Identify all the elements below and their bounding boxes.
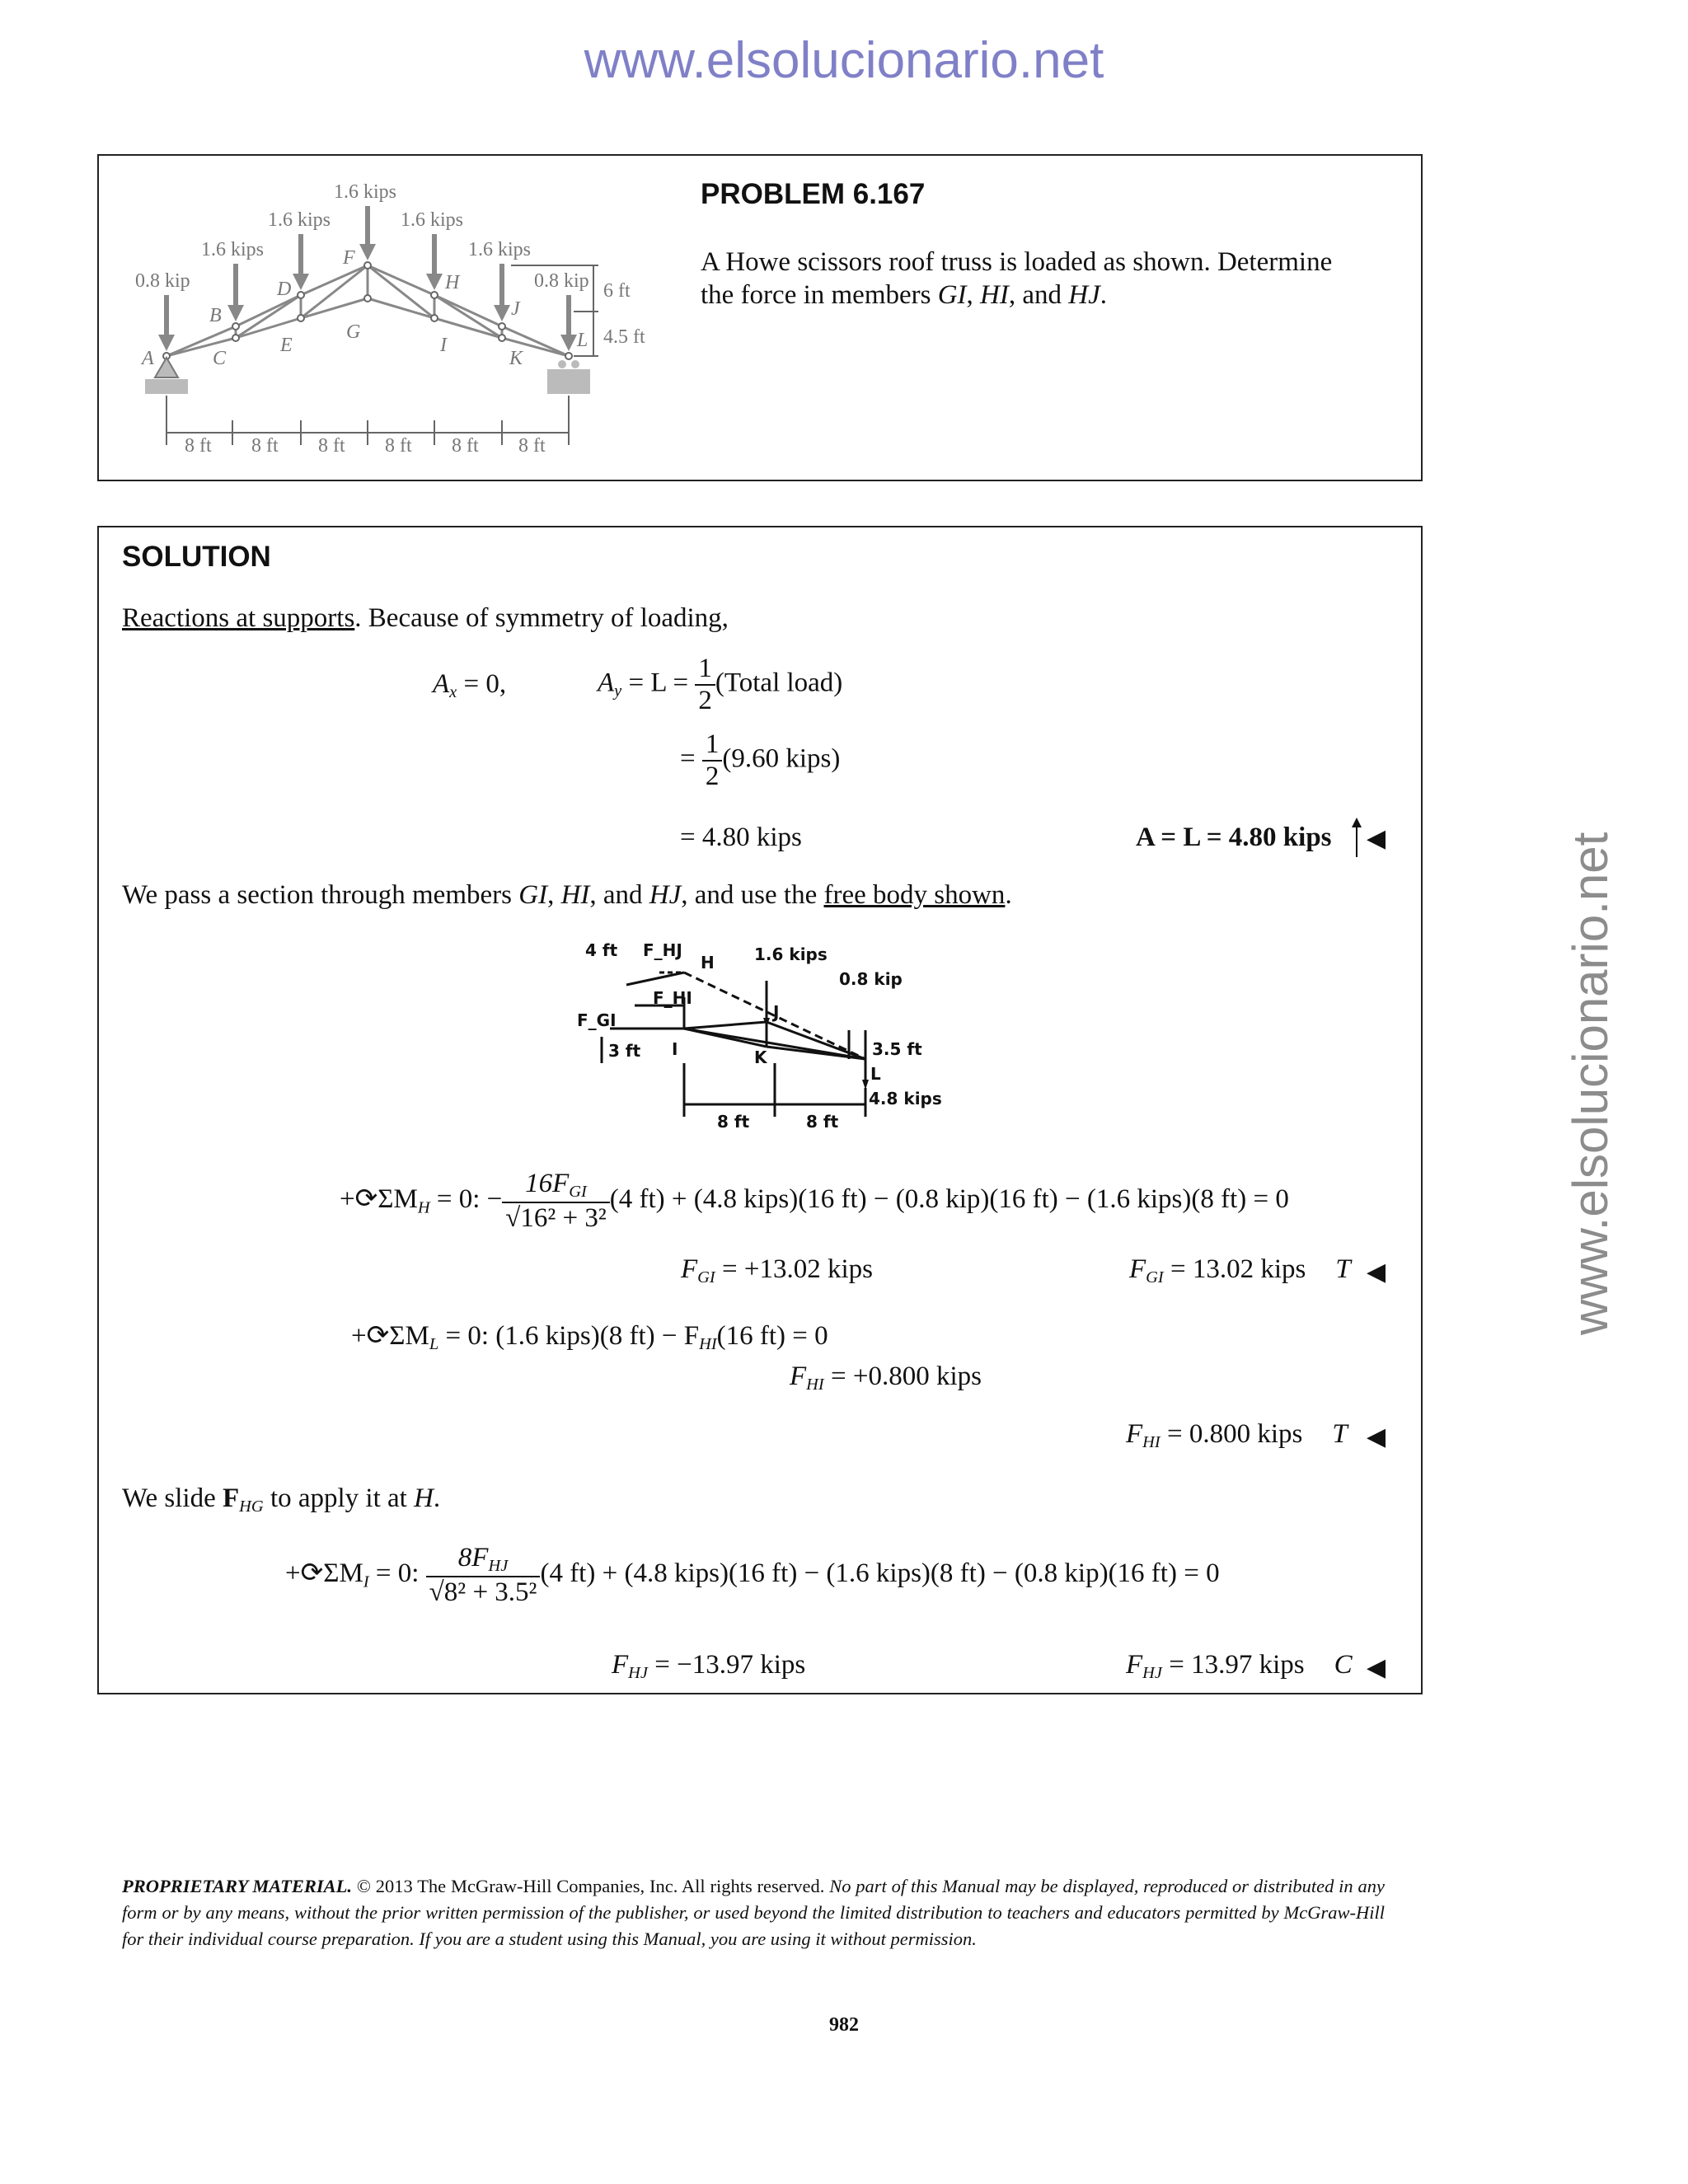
svg-text:F_GI: F_GI [577,1010,617,1030]
svg-text:4.8 kips: 4.8 kips [869,1089,942,1108]
answer-marker-icon: ◀ [1367,825,1386,852]
answer-marker-icon: ◀ [1367,1258,1386,1286]
answer-marker-icon: ◀ [1367,1423,1386,1451]
svg-text:8 ft: 8 ft [518,435,546,457]
problem-title: PROBLEM 6.167 [701,178,926,210]
svg-text:K: K [509,348,523,369]
problem-text-line2: the force in members GI, HI, and HJ. [701,280,1108,310]
svg-text:H: H [445,272,460,293]
svg-text:1.6 kips: 1.6 kips [334,181,397,203]
svg-text:G: G [346,321,361,343]
answer-marker-icon: ◀ [1367,1654,1386,1681]
svg-text:J: J [773,1002,780,1022]
svg-text:1.6 kips: 1.6 kips [401,209,464,231]
svg-text:C: C [213,348,227,369]
svg-text:B: B [209,305,222,326]
page-number: 982 [829,2014,859,2036]
problem-text-line1: A Howe scissors roof truss is loaded as shown. Determine [701,247,1333,277]
svg-text:F_HJ: F_HJ [643,940,682,960]
moment-l-equation: $+⟳\Sigma M_L = 0$: (1.6 kips)(8 $ft) - F_{HI}(16$ ft) = 0 [351,1321,828,1354]
svg-text:1.6 kips: 1.6 kips [201,239,265,260]
moment-h-equation: $+⟳\Sigma M_H = 0$: − $\frac{16F_{GI}}{\text{√16² + 3²}}$ (4 ft) + (4.8 kips)(16 ft) − (0.8 kip)(16 ft) − (1.6 kips)(8 ft) = 0 [340,1169,1289,1234]
svg-text:L: L [577,330,588,351]
moment-i-equation: $+⟳\Sigma M_I = 0$: $\frac{8F_{HJ}}{\text{√8² + 3.5²}}$ (4 ft) + (4.8 kips)(16 ft) − (1.6 kips)(8 ft) − (0.8 kip)(16 ft) = 0 [285,1543,1220,1608]
svg-text:0.8 kip: 0.8 kip [839,969,903,989]
svg-text:1.6 kips: 1.6 kips [468,239,532,260]
svg-text:1.6 kips: 1.6 kips [268,209,331,231]
eq-ax: $A_x = 0$, [433,669,507,702]
solution-heading: SOLUTION [122,541,271,573]
eq-reaction-value: = 4.80 kips [680,823,802,852]
svg-text:8 ft: 8 ft [452,435,479,457]
ccw-moment-icon: +⟳ [340,1184,378,1215]
svg-text:I: I [440,335,447,356]
watermark-side: www.elsolucionario.net [1563,832,1618,1335]
svg-text:6 ft: 6 ft [603,280,631,302]
svg-text:D: D [277,279,292,300]
ccw-moment-icon: +⟳ [285,1558,324,1589]
reaction-answer: A = L = 4.80 kips [1136,823,1332,852]
section-line: We pass a section through members GI, HI, and HJ, and use the free body shown. [122,880,1012,910]
copyright-footer: PROPRIETARY MATERIAL. © 2013 The McGraw-Hill Companies, Inc. All rights reserved. No part of this Manual may be displayed, reproduced or distributed in any form or by any means, without the prior written permission of the publisher, or used beyond the limited distribution to teachers and educators permitted by McGraw-Hill for their individual course preparation. If you are a student using this Manual, you are using it without permission. [122,1876,1385,1949]
svg-text:8 ft: 8 ft [185,435,212,457]
svg-text:K: K [754,1047,767,1067]
svg-text:A: A [142,348,154,369]
svg-text:0.8 kip: 0.8 kip [135,270,190,292]
fgi-value: $F_{GI} = +13.02$ kips [681,1254,873,1287]
eq-half-load: = $\frac{1}{2}$ (9.60 kips) [680,729,841,791]
fhj-value: $F_{HJ} = -13.97$ kips [612,1650,806,1683]
reactions-line: Reactions at supports. Because of symmetry of loading, [122,603,729,633]
svg-text:4 ft: 4 ft [585,940,618,960]
svg-text:J: J [511,298,520,320]
ccw-moment-icon: +⟳ [351,1321,390,1351]
svg-text:0.8 kip: 0.8 kip [534,270,589,292]
fgi-answer: $F_{GI} = 13.02$ kips T [1129,1254,1351,1287]
fhi-answer: $F_{HI} = 0.800$ kips T [1126,1419,1348,1452]
eq-ay: $A_y = L$ = $\frac{1}{2}$ (Total load) [598,654,843,715]
svg-text:8 ft: 8 ft [806,1112,839,1132]
svg-text:8 ft: 8 ft [717,1112,750,1132]
svg-text:H: H [701,953,715,972]
free-body-diagram [577,940,956,1137]
svg-text:I: I [672,1039,678,1059]
up-arrow-icon [1348,818,1365,859]
watermark-top: www.elsolucionario.net [584,32,1104,89]
svg-text:8 ft: 8 ft [318,435,345,457]
svg-text:L: L [870,1064,881,1084]
svg-text:3 ft: 3 ft [608,1041,641,1061]
fhj-answer: $F_{HJ} = 13.97$ kips C [1126,1650,1353,1683]
truss-figure [132,173,692,478]
svg-text:8 ft: 8 ft [251,435,279,457]
svg-text:1.6 kips: 1.6 kips [754,944,828,964]
slide-line: We slide $F_{HG}$ to apply it at H. [122,1483,441,1516]
svg-text:E: E [280,335,293,356]
svg-text:F: F [343,247,355,269]
svg-text:8 ft: 8 ft [385,435,412,457]
svg-text:F_HI: F_HI [653,988,692,1008]
fhi-value: $F_{HI} = +0.800$ kips [790,1361,982,1394]
svg-text:4.5 ft: 4.5 ft [603,326,645,348]
svg-text:3.5 ft: 3.5 ft [872,1039,922,1059]
